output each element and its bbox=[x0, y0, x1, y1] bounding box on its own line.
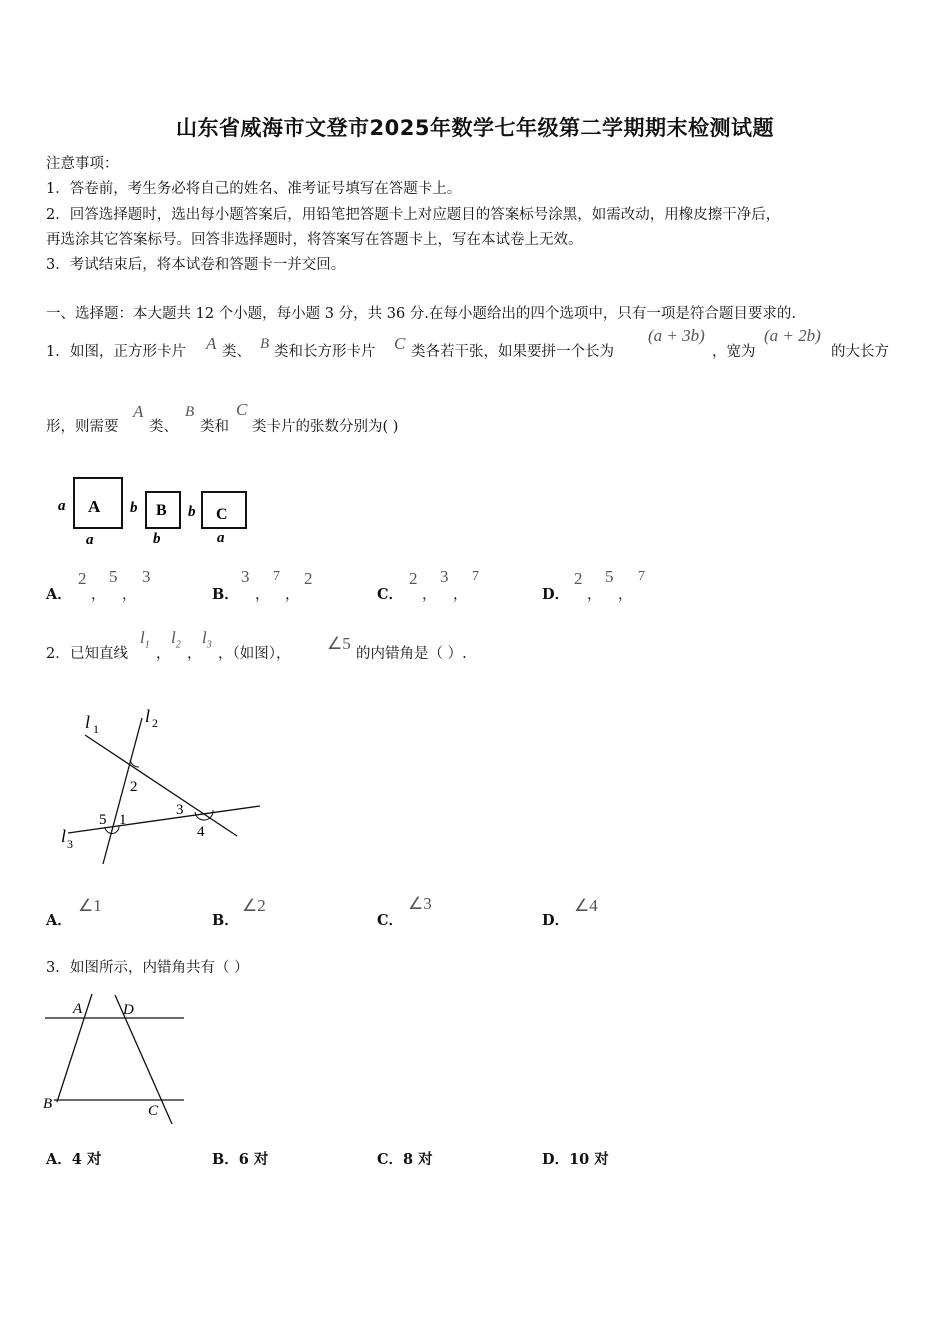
card-bottom-label: a bbox=[217, 530, 225, 546]
q1-option-C-value: 3 bbox=[440, 567, 449, 586]
card-A bbox=[58, 478, 122, 548]
q2-line-l1: $l_1$ bbox=[140, 628, 150, 651]
separator: ， bbox=[187, 646, 202, 662]
card-bottom-label: b bbox=[153, 531, 161, 547]
q1-text: 类卡片的张数分别为( ) bbox=[252, 419, 399, 435]
card-label: C bbox=[216, 506, 228, 523]
q1-option-C-value: 7 bbox=[472, 569, 479, 584]
q2-number: 2． bbox=[46, 646, 70, 662]
notice-item: 再选涂其它答案标号。回答非选择题时，将答案写在答题卡上，写在本试卷上无效。 bbox=[46, 232, 583, 248]
q1-text: 类各若干张，如果要拼一个长为 bbox=[411, 344, 614, 360]
separator: ， bbox=[255, 587, 270, 603]
separator: ， bbox=[122, 587, 137, 603]
label-l3-sub: 3 bbox=[67, 837, 73, 851]
label-angle-1: 1 bbox=[119, 812, 127, 828]
label-D: D bbox=[123, 1002, 134, 1018]
label-l1: l bbox=[85, 712, 91, 732]
q2-text: 的内错角是（ ）. bbox=[356, 646, 467, 662]
q1-option-D-letter: D． bbox=[542, 586, 570, 603]
separator: ， bbox=[618, 587, 633, 603]
q1-symbol-A: A bbox=[133, 402, 144, 421]
q2-option-A-value: ∠1 bbox=[78, 896, 102, 915]
q2-option-D-value: ∠4 bbox=[574, 896, 598, 915]
card-side-label: a bbox=[58, 498, 66, 514]
q1-option-A-value: 5 bbox=[109, 567, 118, 586]
card-side-label: b bbox=[130, 500, 138, 516]
card-label: B bbox=[156, 502, 167, 519]
q1-symbol-C: C bbox=[394, 334, 406, 353]
q1-symbol-C: C bbox=[236, 400, 248, 419]
q1-option-B-value: 3 bbox=[241, 567, 250, 586]
q3-option-B: B．6 对 bbox=[212, 1151, 269, 1168]
q2-angle: ∠5 bbox=[327, 634, 351, 653]
label-A: A bbox=[73, 1001, 83, 1017]
q1-symbol-A: A bbox=[206, 334, 217, 353]
q1-option-D-value: 7 bbox=[638, 569, 645, 584]
page-title: 山东省威海市文登市2025年数学七年级第二学期期末检测试题 bbox=[176, 116, 774, 140]
q1-text: 的大长方 bbox=[831, 344, 889, 360]
label-angle-4: 4 bbox=[197, 824, 205, 840]
label-l2-sub: 2 bbox=[152, 716, 158, 730]
label-angle-2: 2 bbox=[130, 779, 138, 795]
notice-heading: 注意事项： bbox=[46, 156, 119, 172]
q1-length-expr: (a + 3b) bbox=[648, 326, 705, 345]
card-C bbox=[188, 492, 246, 546]
q2-option-B-value: ∠2 bbox=[242, 896, 266, 915]
separator: ， bbox=[285, 587, 300, 603]
separator: ， bbox=[587, 587, 602, 603]
q1-width-expr: (a + 2b) bbox=[764, 326, 821, 345]
q1-text: ，宽为 bbox=[712, 344, 756, 360]
q3-option-A: A．4 对 bbox=[46, 1151, 102, 1168]
separator: ， bbox=[422, 587, 437, 603]
q1-text: 类和 bbox=[200, 419, 229, 435]
q2-text: 已知直线 bbox=[70, 646, 128, 662]
separator: ， bbox=[156, 646, 171, 662]
q1-symbol-B: B bbox=[260, 336, 270, 352]
card-label: A bbox=[88, 497, 101, 516]
q1-text: 形，则需要 bbox=[46, 419, 119, 435]
q1-option-D-value: 5 bbox=[605, 567, 614, 586]
q2-option-C-letter: C． bbox=[377, 912, 404, 929]
q3-text: 如图所示，内错角共有（ ） bbox=[70, 960, 249, 976]
label-angle-5: 5 bbox=[99, 812, 107, 828]
q1-symbol-B: B bbox=[185, 404, 195, 420]
q3-figure bbox=[40, 990, 190, 1130]
q1-option-A-letter: A． bbox=[46, 586, 72, 603]
q2-text: ，（如图）， bbox=[218, 646, 291, 662]
label-l1-sub: 1 bbox=[93, 722, 99, 736]
q1-figure bbox=[50, 470, 260, 550]
label-B: B bbox=[43, 1096, 53, 1112]
section-heading: 一、选择题：本大题共 12 个小题，每小题 3 分，共 36 分.在每小题给出的四个选项中，只有一项是符合题目要求的. bbox=[46, 306, 796, 322]
q1-option-C-letter: C． bbox=[377, 586, 404, 603]
q2-line-l3: $l_3$ bbox=[202, 628, 212, 651]
q1-text: 类、 bbox=[149, 419, 178, 435]
q2-option-C-value: ∠3 bbox=[408, 894, 432, 913]
q2-option-A-letter: A． bbox=[46, 912, 72, 929]
card-bottom-label: a bbox=[86, 532, 94, 548]
label-C: C bbox=[148, 1103, 159, 1119]
notice-item: 1．答卷前，考生务必将自己的姓名、准考证号填写在答题卡上。 bbox=[46, 181, 462, 197]
q1-option-B-value: 7 bbox=[273, 569, 280, 584]
card-side-label: b bbox=[188, 504, 196, 520]
q1-option-D-value: 2 bbox=[574, 569, 583, 588]
q1-option-B-letter: B． bbox=[212, 586, 239, 603]
q2-line-l2: $l_2$ bbox=[171, 628, 181, 651]
q2-option-B-letter: B． bbox=[212, 912, 239, 929]
q1-text: 类和长方形卡片 bbox=[274, 344, 376, 360]
separator: ， bbox=[91, 587, 106, 603]
label-angle-3: 3 bbox=[176, 802, 184, 818]
q1-option-A-value: 2 bbox=[78, 569, 87, 588]
q3-option-D: D．10 对 bbox=[542, 1151, 609, 1168]
q1-number: 1． bbox=[46, 344, 70, 360]
card-B bbox=[130, 492, 180, 547]
q1-option-C-value: 2 bbox=[409, 569, 418, 588]
q1-option-A-value: 3 bbox=[142, 567, 151, 586]
q1-option-B-value: 2 bbox=[304, 569, 313, 588]
q1-text: 如图，正方形卡片 bbox=[70, 344, 186, 360]
q2-option-D-letter: D． bbox=[542, 912, 570, 929]
notice-item: 2．回答选择题时，选出每小题答案后，用铅笔把答题卡上对应题目的答案标号涂黑，如需改动，用橡皮擦干净后， bbox=[46, 207, 781, 223]
label-l2: l bbox=[145, 706, 151, 726]
q1-text: 类、 bbox=[222, 344, 251, 360]
q2-figure bbox=[55, 700, 270, 870]
q3-option-C: C．8 对 bbox=[377, 1151, 433, 1168]
q3-number: 3． bbox=[46, 960, 70, 976]
separator: ， bbox=[453, 587, 468, 603]
label-l3: l bbox=[61, 826, 67, 846]
notice-item: 3．考试结束后，将本试卷和答题卡一并交回。 bbox=[46, 257, 346, 273]
